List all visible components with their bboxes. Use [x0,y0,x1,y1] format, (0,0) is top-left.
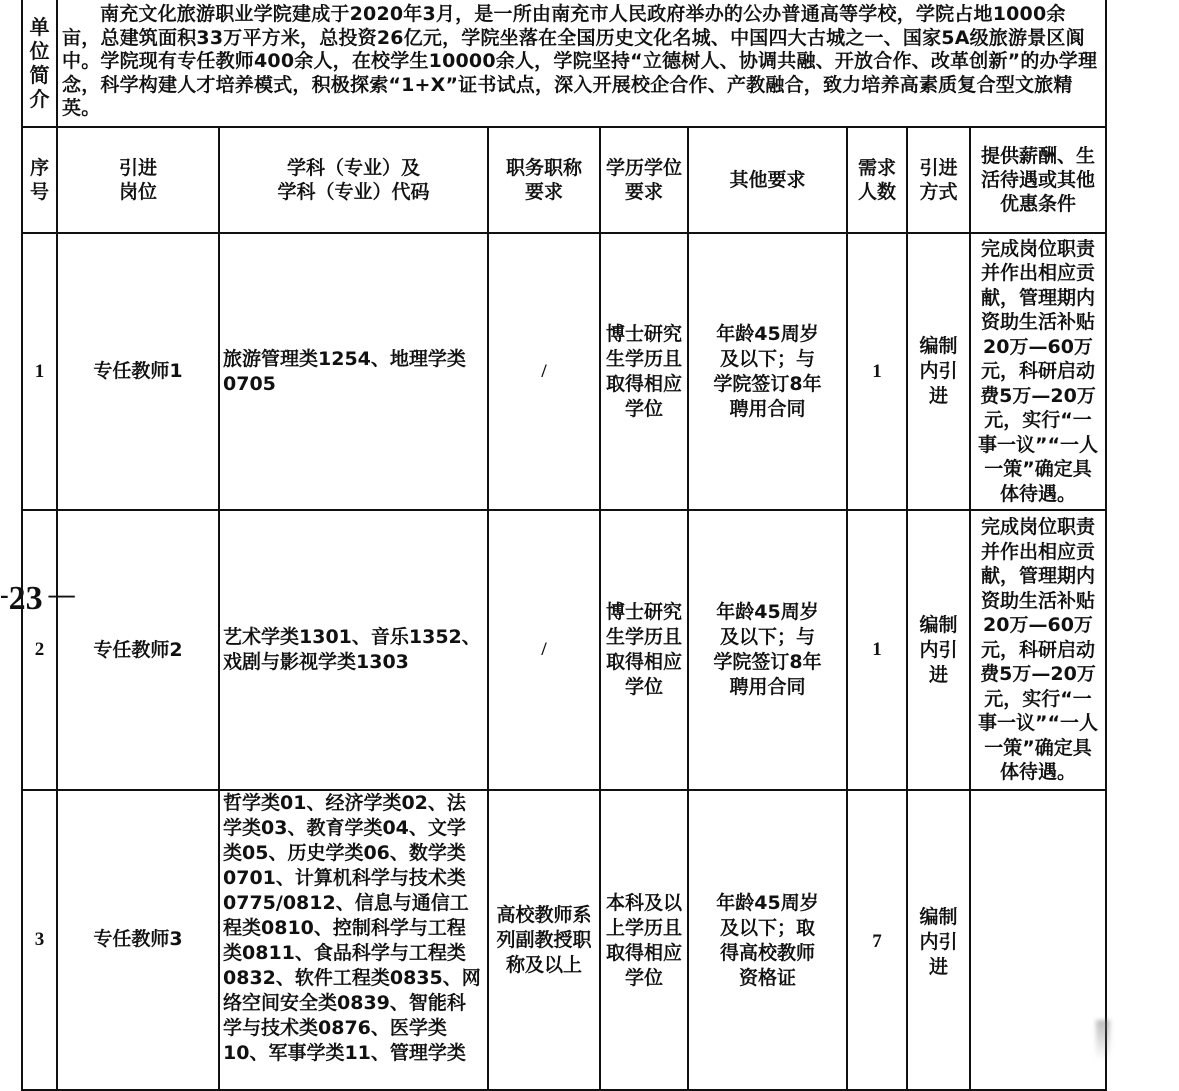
row-position: 专任教师2 [57,510,219,790]
header-benefits: 提供薪酬、生活待遇或其他优惠条件 [970,127,1106,233]
row-method: 编制内引进 [907,510,970,790]
header-subject [219,127,488,233]
page-number [0,575,75,619]
row-edu-req: 本科及以上学历且取得相应学位 [600,790,688,1090]
row-subjects: 旅游管理类1254、地理学类0705 [219,233,488,510]
row-edu-req: 博士研究生学历且取得相应学位 [600,510,688,790]
row-count: 7 [847,790,907,1090]
header-edu-req: 学历学位要求 [600,127,688,233]
row-title-req: / [488,233,600,510]
table-row [22,233,1106,510]
row-other-req: 年龄45周岁及以下；取得高校教师资格证 [688,790,847,1090]
row-edu-req: 博士研究生学历且取得相应学位 [600,233,688,510]
row-other-req: 年龄45周岁及以下；与学院签订8年聘用合同 [688,510,847,790]
row-seq: 3 [22,790,57,1090]
row-count: 1 [847,510,907,790]
header-title-req: 职务职称要求 [488,127,600,233]
row-title-req: 高校教师系列副教授职称及以上 [488,790,600,1090]
row-subjects: 艺术学类1301、音乐1352、戏剧与影视学类1303 [219,510,488,790]
header-subject-line1: 学科（专业）及 [286,157,420,179]
row-other-req: 年龄45周岁及以下；与学院签订8年聘用合同 [688,233,847,510]
intro-label-cell [22,0,57,127]
header-seq: 序号 [22,127,57,233]
row-seq: 2 [22,510,57,790]
row-count: 1 [847,233,907,510]
page-dash-right: — [48,580,75,609]
header-method: 引进方式 [907,127,970,233]
row-subjects: 哲学类01、经济学类02、法学类03、教育学类04、文学类05、历史学类06、数学类0701、计算机科学与技术类0775/0812、信息与通信工程类0810、控制科学与工程类0811、食品科学与工程类0832、软件工程类0835、网络空间安全类0839、智能科学与技术类0876、医学类10、军事学类11、管理学类 [219,790,488,1090]
header-position: 引进岗位 [57,127,219,233]
row-seq: 1 [22,233,57,510]
row-position: 专任教师3 [57,790,219,1090]
row-method: 编制内引进 [907,233,970,510]
recruitment-table [21,0,1107,1091]
header-subject-line2: 学科（专业）代码 [277,181,430,203]
page-dash-left: - [0,580,9,609]
table-row [22,510,1106,790]
row-method: 编制内引进 [907,790,970,1090]
header-other-req: 其他要求 [688,127,847,233]
table-row [22,790,1106,1090]
row-benefits: 完成岗位职责并作出相应贡献，管理期内资助生活补贴20万—60万元，科研启动费5万—20万元，实行“一事一议”“一人一策”确定具体待遇。 [970,233,1106,510]
page-number-value: 23 [8,580,43,617]
header-row [22,127,1106,233]
intro-text: 南充文化旅游职业学院建成于2020年3月，是一所由南充市人民政府举办的公办普通高等学校，学院占地1000余亩，总建筑面积33万平方米，总投资26亿元，学院坐落在全国历史文化名城、中国四大古城之一、国家5A级旅游景区阆中。学院现有专任教师400余人，在校学生10000余人，学院坚持“立德树人、协调共融、开放合作、改革创新”的办学理念，科学构建人才培养模式，积极探索“1+X”证书试点，深入开展校企合作、产教融合，致力培养高素质复合型文旅精英。 [57,0,1106,127]
intro-row [22,0,1106,127]
header-count: 需求人数 [847,127,907,233]
intro-label: 单位简介 [29,15,50,111]
row-title-req: / [488,510,600,790]
row-benefits: 完成岗位职责并作出相应贡献，管理期内资助生活补贴20万—60万元，科研启动费5万—20万元，实行“一事一议”“一人一策”确定具体待遇。 [970,510,1106,790]
scan-smudge [1096,1020,1110,1060]
row-benefits [970,790,1106,1090]
row-position: 专任教师1 [57,233,219,510]
